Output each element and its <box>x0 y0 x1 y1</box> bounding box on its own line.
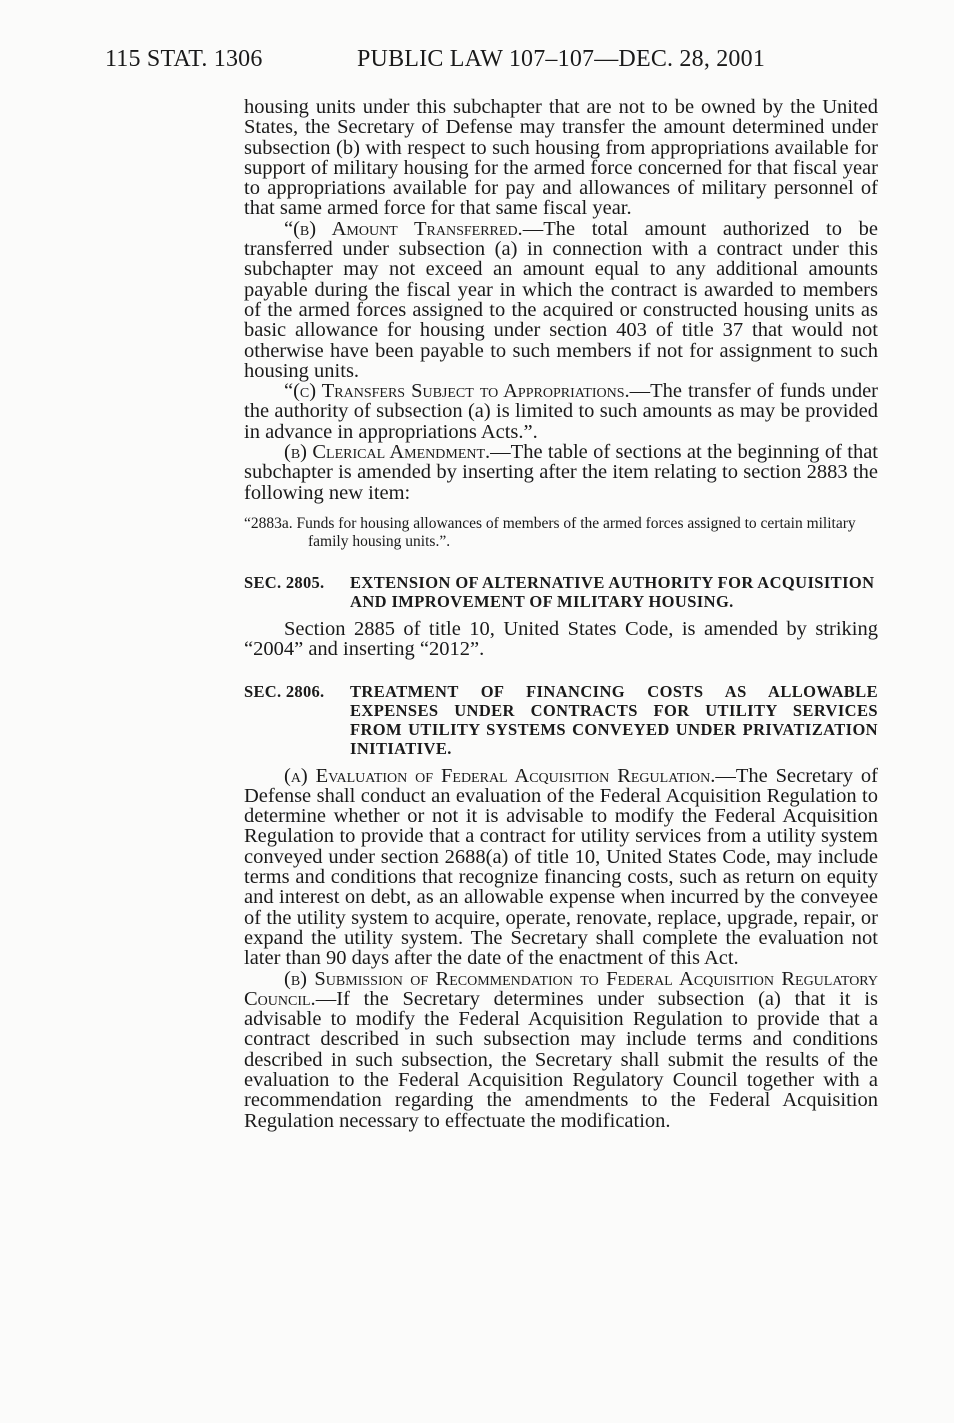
subsection-c-transfers <box>244 381 878 442</box>
subsection-text: —If the Secretary determines under subsection (a) that it is advisable to modify the Federal Acquisition Regulation to provide that a contract described in such subsection may include terms and conditions described in such subsection, the Secretary shall submit the results of the evaluation to the Federal Acquisition Regulatory Council together with a recommendation regarding the amendments to the Federal Acquisition Regulation necessary to effectuate the modification. <box>244 987 878 1132</box>
public-law-citation: PUBLIC LAW 107–107—DEC. 28, 2001 <box>357 46 766 72</box>
subsection-heading: “(b) Amount Transferred. <box>284 217 523 240</box>
subsection-text: —The table of sections at the beginning of that subchapter is amended by inserting after the item relating to section 2883 the following new item: <box>244 441 878 504</box>
running-head <box>105 46 766 73</box>
section-2806-heading <box>244 682 878 758</box>
paragraph-continued: housing units under this subchapter that are not to be owned by the United States, the Secretary of Defense may transfer the amount determined under subsection (b) with respect to such housing from appropriations available for support of military housing for the armed force concerned for that fiscal year to appropriations available for pay and allowances of military personnel of that same armed force for that same fiscal year. <box>244 96 878 220</box>
page-body <box>244 97 878 1131</box>
subsection-b-amount-transferred <box>244 219 878 381</box>
section-2805-text: Section 2885 of title 10, United States Code, is amended by striking “2004” and inserting “2012”. <box>244 617 878 661</box>
subsection-text: —The total amount authorized to be transferred under subsection (a) in connection with a contract under this subchapter may not exceed an amount equal to any additional amounts payable during the fiscal year in which the contract is awarded to members of the armed forces assigned to the acquired or constructed housing units as basic allowance for housing under section 403 of title 37 that would not otherwise have been payable to such members if not for assignment to such housing units. <box>244 217 878 382</box>
stat-page-number: 115 STAT. 1306 <box>105 46 263 72</box>
subsection-heading: (b) Clerical Amendment. <box>284 441 491 464</box>
section-number: SEC. 2805. <box>244 572 325 592</box>
subsection-text: —The transfer of funds under the authority of subsection (a) is limited to such amounts as may be provided in advance in appropriations Acts.”. <box>244 380 878 443</box>
section-2806-subsection-b <box>244 969 878 1131</box>
subsection-text: —The Secretary of Defense shall conduct an evaluation of the Federal Acquisition Regulation to determine whether or not it is advisable to modify the Federal Acquisition Regulation to provide that a contract for utility services from a utility system conveyed under section 2688(a) of title 10, United States Code, may include terms and conditions that recognize financing costs, such as return on equity and interest on debt, as an allowable expense when incurred by the conveyee of the utility system to acquire, operate, renovate, replace, upgrade, repair, or expand the utility system. The Secretary shall complete the evaluation not later than 90 days after the date of the enactment of this Act. <box>244 764 878 970</box>
section-2805-heading <box>244 573 878 611</box>
subsection-heading: (a) Evaluation of Federal Acquisition Regulation. <box>284 764 716 787</box>
section-number: SEC. 2806. <box>244 681 325 701</box>
section-title: TREATMENT OF FINANCING COSTS AS ALLOWABLE EXPENSES UNDER CONTRACTS FOR UTILITY SERVICES FROM UTILITY SYSTEMS CONVEYED UNDER PRIVATIZATION INITIATIVE. <box>350 681 878 758</box>
clerical-amendment <box>244 442 878 503</box>
table-of-sections-item: “2883a. Funds for housing allowances of members of the armed forces assigned to certain military family housing units.”. <box>244 514 856 550</box>
subsection-heading: “(c) Transfers Subject to Appropriations. <box>284 380 630 403</box>
section-2806-subsection-a <box>244 766 878 969</box>
section-title: EXTENSION OF ALTERNATIVE AUTHORITY FOR ACQUISITION AND IMPROVEMENT OF MILITARY HOUSING. <box>350 572 875 611</box>
subsection-heading: (b) Submission of Recommendation to Federal Acquisition Regulatory Council. <box>244 967 878 1010</box>
